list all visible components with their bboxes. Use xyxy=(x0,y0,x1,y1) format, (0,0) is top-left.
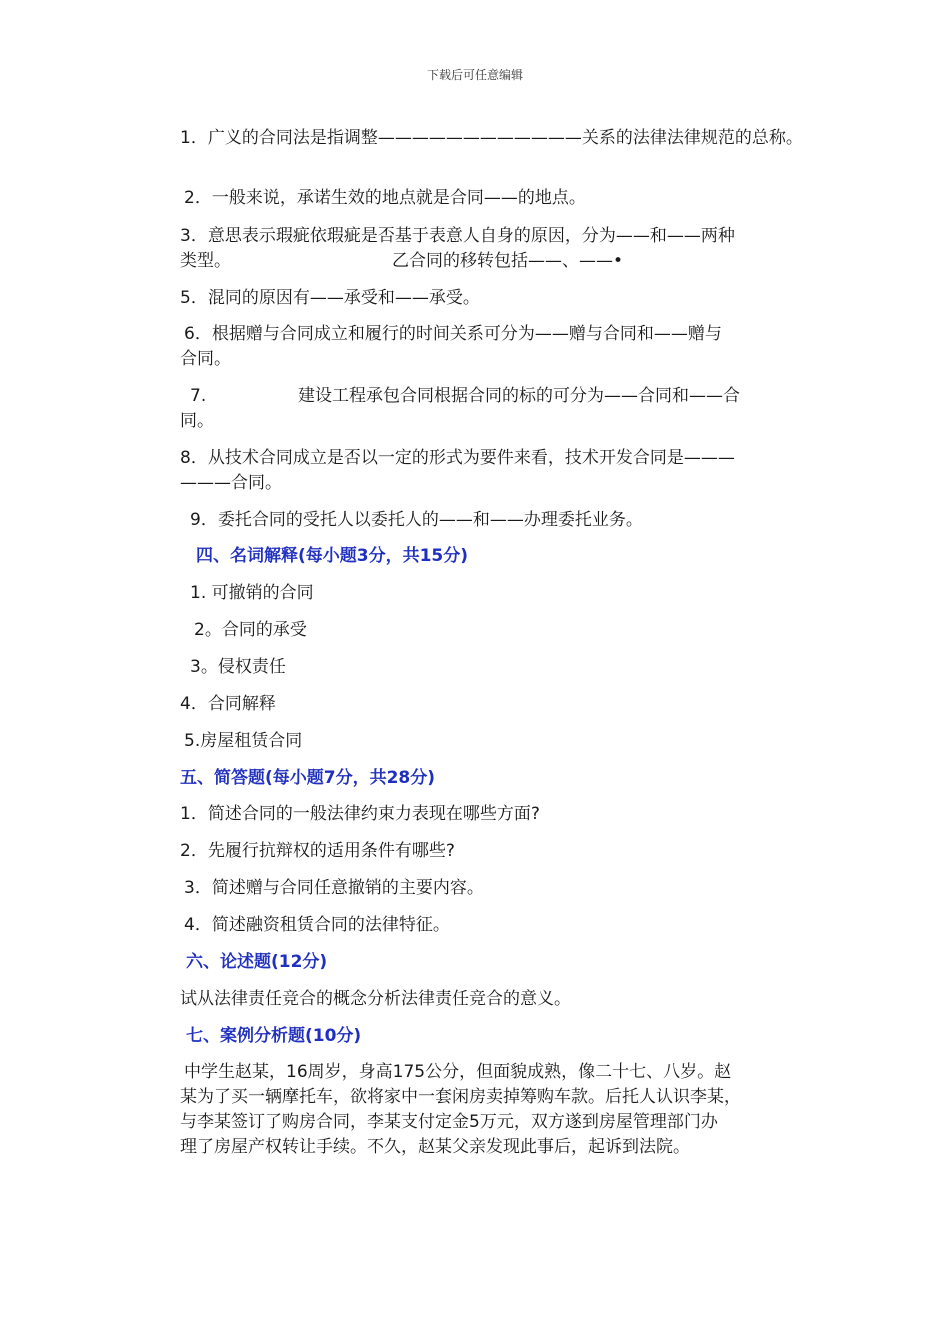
section-5-title: 五、简答题(每小题7分，共28分) xyxy=(180,768,436,788)
term-1: 1. 可撤销的合同 xyxy=(190,583,314,603)
question-3-cont: 类型。 xyxy=(180,251,231,271)
essay-question: 试从法律责任竞合的概念分析法律责任竞合的意义。 xyxy=(180,989,571,1009)
question-2: 2．一般来说，承诺生效的地点就是合同——的地点。 xyxy=(184,188,586,208)
term-3: 3。侵权责任 xyxy=(190,657,286,677)
short-answer-4: 4．简述融资租赁合同的法律特征。 xyxy=(184,915,450,935)
question-1: 1．广义的合同法是指调整————————————关系的法律法律规范的总称。 xyxy=(180,128,803,148)
question-9: 9．委托合同的受托人以委托人的——和——办理委托业务。 xyxy=(190,510,643,530)
term-4: 4．合同解释 xyxy=(180,694,276,714)
question-8: 8．从技术合同成立是否以一定的形式为要件来看，技术开发合同是——— xyxy=(180,448,735,468)
question-5: 5．混同的原因有——承受和——承受。 xyxy=(180,288,480,308)
section-4-title: 四、名词解释(每小题3分，共15分) xyxy=(196,546,469,566)
page-header: 下载后可任意编辑 xyxy=(426,68,523,82)
short-answer-2: 2．先履行抗辩权的适用条件有哪些? xyxy=(180,841,455,861)
term-2: 2。合同的承受 xyxy=(194,620,307,640)
short-answer-3: 3．简述赠与合同任意撤销的主要内容。 xyxy=(184,878,484,898)
case-line-3: 与李某签订了购房合同，李某支付定金5万元，双方遂到房屋管理部门办 xyxy=(180,1112,718,1132)
question-4: 乙合同的移转包括——、——• xyxy=(392,251,624,271)
section-7-title: 七、案例分析题(10分) xyxy=(186,1026,362,1046)
case-line-2: 某为了买一辆摩托车，欲将家中一套闲房卖掉筹购车款。后托人认识李某， xyxy=(180,1087,741,1107)
question-7: 建设工程承包合同根据合同的标的可分为——合同和——合 xyxy=(298,386,740,406)
section-6-title: 六、论述题(12分) xyxy=(186,952,328,972)
question-7-cont: 同。 xyxy=(180,411,214,431)
case-line-1: 中学生赵某，16周岁，身高175公分，但面貌成熟，像二十七、八岁。赵 xyxy=(184,1062,732,1082)
question-3: 3．意思表示瑕疵依瑕疵是否基于表意人自身的原因，分为——和——两种 xyxy=(180,226,735,246)
term-5: 5.房屋租赁合同 xyxy=(184,731,303,751)
question-6: 6．根据赠与合同成立和履行的时间关系可分为——赠与合同和——赠与 xyxy=(184,324,722,344)
question-8-cont: ———合同。 xyxy=(180,473,282,493)
short-answer-1: 1．简述合同的一般法律约束力表现在哪些方面? xyxy=(180,804,540,824)
case-line-4: 理了房屋产权转让手续。不久，赵某父亲发现此事后，起诉到法院。 xyxy=(180,1137,690,1157)
question-7-number: 7. xyxy=(190,386,207,406)
question-6-cont: 合同。 xyxy=(180,349,231,369)
